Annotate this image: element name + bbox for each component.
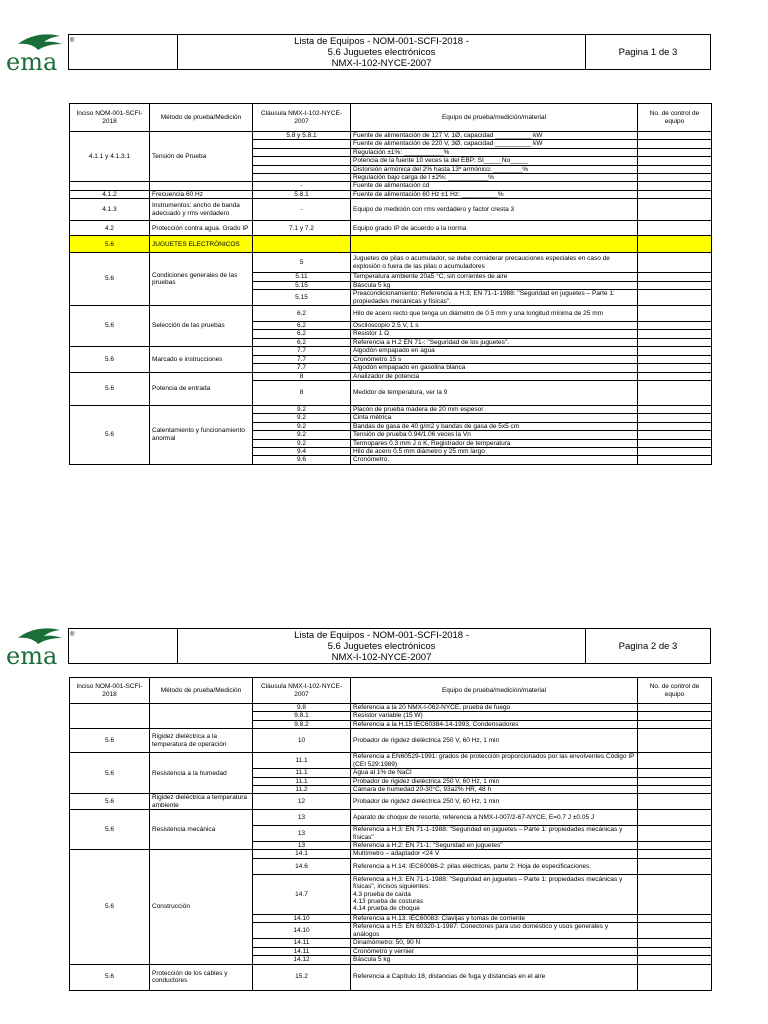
cell-control [638, 253, 712, 273]
cell-equipo: Bandas de gasa de 40 g/m2 y bandas de gasa de 5x5 cm [351, 422, 638, 430]
cell-control [638, 273, 712, 281]
cell-clausula: 9.8.1 [253, 712, 351, 720]
cell-inciso: 5.6 [70, 405, 150, 464]
cell-equipo: Cinta métrica [351, 414, 638, 422]
cell-control [638, 281, 712, 289]
registered-mark: ® [69, 629, 178, 664]
cell-equipo: Cámara de humedad 20-30°C, 93a2% HR, 48 h [351, 786, 638, 794]
table-row [70, 132, 712, 140]
cell-equipo: Aparato de choque de resorte, referencia a NMX-I-007/2-67-NYCE, E=0.7 J ±0.05 J [351, 810, 638, 826]
cell-clausula: 11.1 [253, 753, 351, 769]
cell-clausula: 9.2 [253, 422, 351, 430]
cell-clausula: 9.8.2 [253, 720, 351, 728]
col-metodo: Método de prueba/Medición [150, 678, 253, 704]
col-inciso: Inciso NOM-001-SCFI-2018 [70, 678, 150, 704]
cell-clausula: 13 [253, 842, 351, 850]
cell-inciso: 4.2 [70, 221, 150, 236]
document-title [178, 35, 586, 70]
table-row [70, 794, 712, 810]
cell-control [638, 729, 712, 753]
cell-control [638, 190, 712, 198]
cell-control [638, 364, 712, 372]
cell-equipo: Hilo de acero 0.5 mm diámetro y 25 mm largo [351, 447, 638, 455]
cell-control [638, 956, 712, 964]
cell-control [638, 380, 712, 405]
logo-text: ema [6, 48, 58, 74]
cell-inciso: 5.6 [70, 306, 150, 347]
cell-control [638, 439, 712, 447]
cell-inciso [70, 704, 150, 729]
cell-equipo: Dinamómetro: 50, 90 N [351, 939, 638, 947]
title-line: NMX-I-102-NYCE-2007 [331, 57, 432, 69]
cell-equipo: Juguetes de pilas o acumulador, se debe considerar precauciones especiales en caso de explosión o fuera de las pilas o acumuladores [351, 253, 638, 273]
col-control: No. de control de equipo [638, 678, 712, 704]
cell-control [638, 372, 712, 380]
col-metodo: Método de prueba/Medición [150, 104, 253, 132]
cell-control [638, 405, 712, 413]
document-title [178, 629, 586, 664]
cell-control [638, 777, 712, 785]
cell-inciso: 4.1.3 [70, 199, 150, 221]
cell-equipo: Equipo grado IP de acuerdo a la norma [351, 221, 638, 236]
cell-control [638, 306, 712, 322]
table-row [70, 199, 712, 221]
cell-control [638, 148, 712, 156]
table-row [70, 810, 712, 826]
cell-control [638, 322, 712, 330]
cell-clausula: 9.4 [253, 447, 351, 455]
cell-clausula: 8 [253, 380, 351, 405]
cell-metodo: Frecuencia 60 Hz [150, 190, 253, 198]
cell-equipo: Algodón empapado en gasolina blanca [351, 364, 638, 372]
cell-clausula: 6.2 [253, 322, 351, 330]
cell-clausula: 14.7 [253, 874, 351, 914]
cell-clausula: 6.2 [253, 306, 351, 322]
document-header [68, 628, 711, 664]
table-row [70, 850, 712, 858]
cell-metodo: Resistencia mecánica [150, 810, 253, 850]
cell-equipo: Temperatura ambiente 20a5 °C, sin corrientes de aire [351, 273, 638, 281]
cell-control [638, 236, 712, 253]
cell-clausula: 6.2 [253, 330, 351, 338]
cell-clausula [253, 165, 351, 173]
cell-control [638, 720, 712, 728]
cell-metodo: Calentamiento y funcionamiento anormal [150, 405, 253, 464]
cell-equipo: Fuente de alimentación de 127 V, 1Ø, capacidad __________ kW [351, 132, 638, 140]
cell-clausula: 10 [253, 729, 351, 753]
col-inciso: Inciso NOM-001-SCFI-2018 [70, 104, 150, 132]
cell-equipo: Fuente de alimentación 60 Hz ±1 Hz: __________% [351, 190, 638, 198]
cell-equipo: Referencia a Capítulo 18, distancias de fuga y distancias en el aire [351, 964, 638, 990]
table-row [70, 306, 712, 322]
cell-clausula: 5.15 [253, 281, 351, 289]
cell-control [638, 850, 712, 858]
cell-clausula: 7.1 y 7.2 [253, 221, 351, 236]
equipment-table [69, 103, 712, 465]
cell-equipo: Equipo de medición con rms verdadero y factor cresta 3 [351, 199, 638, 221]
cell-equipo: Termopares 0.3 mm J o K, Registrador de temperatura [351, 439, 638, 447]
col-equipo: Equipo de prueba/medición/material [351, 104, 638, 132]
cell-control [638, 914, 712, 922]
cell-control [638, 165, 712, 173]
cell-equipo: Cronómetro y vernier [351, 947, 638, 955]
cell-equipo: Potencia de la fuente 10 veces la del EBP: SI_____No_____ [351, 157, 638, 165]
title-line: Lista de Equipos - NOM-001-SCFI-2018 - [294, 629, 469, 641]
cell-clausula: 14.10 [253, 923, 351, 939]
table-row [70, 964, 712, 990]
cell-control [638, 874, 712, 914]
cell-clausula: 14.11 [253, 939, 351, 947]
cell-clausula: - [253, 199, 351, 221]
cell-metodo: Potencia de entrada [150, 372, 253, 405]
cell-equipo: Preacondicionamiento: Referencia a H.3, EN 71-1-1988: "Seguridad en juguetes – Parte 1: propiedades mecánicas y físicas". [351, 290, 638, 306]
cell-metodo: Protección de los cables y conductores [150, 964, 253, 990]
cell-control [638, 182, 712, 190]
document-header [68, 34, 711, 70]
cell-clausula: 11.1 [253, 777, 351, 785]
cell-clausula: 8 [253, 372, 351, 380]
cell-control [638, 712, 712, 720]
cell-metodo: Rigidez dieléctrica a la temperatura de operación [150, 729, 253, 753]
cell-control [638, 447, 712, 455]
cell-equipo [351, 236, 638, 253]
cell-control [638, 794, 712, 810]
table-row [70, 190, 712, 198]
cell-control [638, 140, 712, 148]
cell-clausula [253, 148, 351, 156]
cell-control [638, 199, 712, 221]
cell-equipo: Referencia a EN60529-1991: grados de protección proporcionados por las envolventes Código IP (CEI 529:1989) [351, 753, 638, 769]
cell-inciso: 5.6 [70, 810, 150, 850]
cell-clausula: 9.2 [253, 405, 351, 413]
cell-equipo: Fuente de alimentación cd [351, 182, 638, 190]
cell-clausula [253, 140, 351, 148]
cell-control [638, 414, 712, 422]
table-row [70, 253, 712, 273]
title-line: Lista de Equipos - NOM-001-SCFI-2018 - [294, 35, 469, 47]
cell-inciso: 5.6 [70, 794, 150, 810]
title-line: 5.6 Juguetes electrónicos [327, 640, 436, 652]
cell-equipo: Algodón empapado en agua [351, 347, 638, 355]
cell-control [638, 330, 712, 338]
cell-inciso: 4.1.2 [70, 190, 150, 198]
cell-clausula: 5 [253, 253, 351, 273]
cell-equipo: Probador de rigidez dieléctrica 250 V, 60 Hz, 1 min [351, 729, 638, 753]
title-line: NMX-I-102-NYCE-2007 [331, 651, 432, 663]
cell-equipo: Probador de rigidez dieléctrica 250 V, 60 Hz, 1 min [351, 794, 638, 810]
registered-mark: ® [69, 35, 178, 70]
cell-metodo [150, 182, 253, 190]
cell-equipo: Referencia a H.2: EN 71-1: "Seguridad en juguetes" [351, 842, 638, 850]
table-row [70, 236, 712, 253]
cell-control [638, 157, 712, 165]
cell-control [638, 769, 712, 777]
cell-equipo: Probador de rigidez dieléctrica 250 V, 60 Hz, 1 min [351, 777, 638, 785]
cell-control [638, 431, 712, 439]
cell-clausula: 14.12 [253, 956, 351, 964]
cell-equipo: Referencia a la 20 NMX-I-062-NYCE, prueba de fuego [351, 704, 638, 712]
document-page-2 [0, 580, 768, 1024]
cell-clausula: 9.2 [253, 439, 351, 447]
cell-clausula [253, 174, 351, 182]
cell-clausula: 5.8.1 [253, 190, 351, 198]
cell-control [638, 355, 712, 363]
equipment-table [69, 677, 712, 991]
cell-clausula: 7.7 [253, 355, 351, 363]
cell-metodo: Instrumentos: ancho de banda adecuado y rms verdadero [150, 199, 253, 221]
cell-inciso: 5.6 [70, 729, 150, 753]
cell-clausula: 5.15 [253, 290, 351, 306]
cell-clausula: 9.2 [253, 431, 351, 439]
cell-clausula: 7.7 [253, 364, 351, 372]
cell-metodo: Selección de las pruebas [150, 306, 253, 347]
cell-inciso: 4.1.1 y 4.1.3.1 [70, 132, 150, 182]
cell-control [638, 221, 712, 236]
cell-clausula: 13 [253, 810, 351, 826]
cell-control [638, 786, 712, 794]
cell-equipo: Fuente de alimentación de 220 V, 3Ø, capacidad __________ kW [351, 140, 638, 148]
col-equipo: Equipo de prueba/medición/material [351, 678, 638, 704]
cell-equipo: Analizador de potencia [351, 372, 638, 380]
cell-equipo: Referencia a H.14: IEC60086-2: pilas eléctricas, parte 2: Hoja de especificaciones. [351, 858, 638, 874]
cell-equipo: Medidor de temperatura, ver la 9 [351, 380, 638, 405]
cell-equipo: Agua al 1% de NaCl [351, 769, 638, 777]
cell-equipo: Referencia a H.3: EN 71-1-1988: "Seguridad en juguetes – Parte 1: propiedades mecánicas y físicas" [351, 826, 638, 842]
cell-equipo: Placón de prueba madera de 20 mm espesor [351, 405, 638, 413]
cell-clausula [253, 157, 351, 165]
cell-metodo: Protección contra agua. Grado IP [150, 221, 253, 236]
cell-control [638, 939, 712, 947]
cell-control [638, 947, 712, 955]
page-number: Pagina 1 de 3 [586, 35, 711, 70]
cell-clausula: 9.6 [253, 456, 351, 464]
cell-control [638, 923, 712, 939]
cell-metodo: Marcado e instrucciones [150, 347, 253, 372]
cell-inciso: 5.6 [70, 253, 150, 306]
title-line: 5.6 Juguetes electrónicos [327, 46, 436, 58]
cell-clausula: 14.1 [253, 850, 351, 858]
table-row [70, 182, 712, 190]
cell-metodo: JUGUETES ELECTRÓNICOS [150, 236, 253, 253]
cell-equipo: Resistor 1 Ω [351, 330, 638, 338]
cell-metodo: Rigidez dieléctrica a temperatura ambiente [150, 794, 253, 810]
table-row [70, 347, 712, 355]
cell-clausula [253, 236, 351, 253]
table-row [70, 221, 712, 236]
cell-equipo: Báscula 5 kg [351, 281, 638, 289]
cell-equipo: Referencia a H.2 EN 71-: "Seguridad de los juguetes". [351, 338, 638, 346]
cell-control [638, 174, 712, 182]
cell-equipo: Referencia a la H.15 IEC60384-14-1993, Condensadores [351, 720, 638, 728]
cell-equipo: Distorsión armónica del 2% hasta 13º armónico: ________% [351, 165, 638, 173]
col-clausula: Cláusula NMX-I-102-NYCE-2007 [253, 104, 351, 132]
cell-control [638, 456, 712, 464]
cell-clausula: 13 [253, 826, 351, 842]
cell-inciso [70, 182, 150, 190]
table-row [70, 704, 712, 712]
cell-equipo: Regulación bajo carga de l ±2%: ___________% [351, 174, 638, 182]
cell-inciso: 5.6 [70, 372, 150, 405]
cell-metodo: Tensión de Prueba [150, 132, 253, 182]
cell-inciso: 5.6 [70, 850, 150, 964]
cell-control [638, 422, 712, 430]
page-number: Pagina 2 de 3 [586, 629, 711, 664]
cell-clausula: 14.10 [253, 914, 351, 922]
ema-logo [4, 30, 68, 74]
col-clausula: Cláusula NMX-I-102-NYCE-2007 [253, 678, 351, 704]
cell-equipo: Referencia a H.13: IEC60083: Clavijas y tomas de corriente [351, 914, 638, 922]
cell-equipo: Báscula 5 kg [351, 956, 638, 964]
cell-clausula: 11.2 [253, 786, 351, 794]
cell-clausula: 5.8 y 5.8.1 [253, 132, 351, 140]
logo-text: ema [6, 642, 58, 668]
col-control: No. de control de equipo [638, 104, 712, 132]
cell-metodo: Condiciones generales de las pruebas [150, 253, 253, 306]
cell-control [638, 338, 712, 346]
cell-clausula: 6.2 [253, 338, 351, 346]
cell-equipo: Hilo de acero recto que tenga un diámetro de 0.5 mm y una longitud mínima de 25 mm [351, 306, 638, 322]
cell-equipo: Cronómetro 15 s [351, 355, 638, 363]
cell-clausula: 5.11 [253, 273, 351, 281]
ema-logo [4, 624, 68, 668]
cell-control [638, 964, 712, 990]
cell-inciso: 5.6 [70, 236, 150, 253]
cell-control [638, 347, 712, 355]
table-row [70, 753, 712, 769]
cell-metodo [150, 704, 253, 729]
cell-equipo: Referencia a H.5: EN 60320-1-1987: Conectores para uso doméstico y usos generales y análogos [351, 923, 638, 939]
cell-equipo: Referencia a H.3: EN 71-1-1988: "Seguridad en juguetes – Parte 1: propiedades mecánicas y físicas", incisos siguientes: 4.3 prueba de caída 4.13 prueba de costuras 4.14 prueba de choque [351, 874, 638, 914]
cell-clausula: 15.2 [253, 964, 351, 990]
cell-inciso: 5.6 [70, 964, 150, 990]
cell-clausula: 7.7 [253, 347, 351, 355]
cell-equipo: Regulación ±1%: ___________% [351, 148, 638, 156]
cell-clausula: 12 [253, 794, 351, 810]
cell-equipo: Resistor variable (15 W) [351, 712, 638, 720]
cell-control [638, 842, 712, 850]
cell-clausula: - [253, 182, 351, 190]
cell-control [638, 290, 712, 306]
table-body [70, 132, 712, 465]
table-row [70, 729, 712, 753]
cell-control [638, 826, 712, 842]
cell-control [638, 132, 712, 140]
cell-control [638, 753, 712, 769]
cell-equipo: Tensión de prueba 0.94/1.06 veces la Vn [351, 431, 638, 439]
cell-equipo: Multímetro – adaptador <24 V [351, 850, 638, 858]
cell-control [638, 810, 712, 826]
cell-clausula: 9.8 [253, 704, 351, 712]
cell-metodo: Construcción [150, 850, 253, 964]
cell-control [638, 858, 712, 874]
cell-inciso: 5.6 [70, 347, 150, 372]
cell-equipo: Cronómetro. [351, 456, 638, 464]
cell-clausula: 9.2 [253, 414, 351, 422]
table-body [70, 704, 712, 991]
cell-clausula: 11.1 [253, 769, 351, 777]
cell-clausula: 14.6 [253, 858, 351, 874]
cell-clausula: 14.11 [253, 947, 351, 955]
cell-equipo: Osciloscopio 2.5 V, 1 s [351, 322, 638, 330]
cell-metodo: Resistencia a la humedad [150, 753, 253, 794]
table-row [70, 405, 712, 413]
cell-inciso: 5.6 [70, 753, 150, 794]
cell-control [638, 704, 712, 712]
table-row [70, 372, 712, 380]
